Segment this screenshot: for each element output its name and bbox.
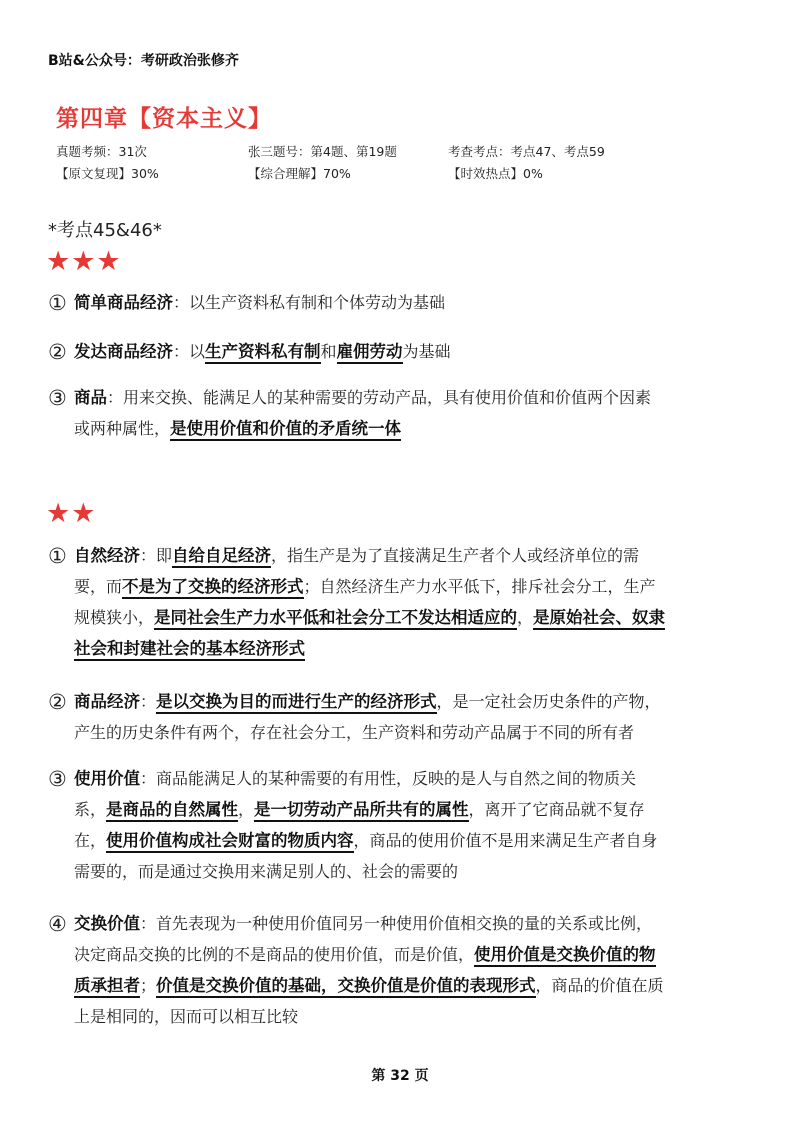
item-number: ② <box>48 690 67 714</box>
item-term: 商品经济 <box>74 692 140 711</box>
star-rating-2: ★★ <box>46 498 97 529</box>
item-number: ① <box>48 291 67 315</box>
item-line: 或两种属性，是使用价值和价值的矛盾统一体 <box>74 414 401 444</box>
item-number: ③ <box>48 386 67 410</box>
key-phrase: 是商品的自然属性 <box>106 800 238 822</box>
item-line: 商品：用来交换、能满足人的某种需要的劳动产品，具有使用价值和价值两个因素 <box>74 388 652 407</box>
page-number: 第 32 页 <box>371 1068 429 1084</box>
item-term: 交换价值 <box>74 914 140 933</box>
kaodian-label: *考点45&46* <box>48 220 162 241</box>
meta-recall: 【原文复现】30% <box>56 166 159 181</box>
key-phrase: 使用价值是交换价值的物 <box>474 945 656 967</box>
item-line <box>74 634 305 664</box>
key-phrase: 价值是交换价值的基础，交换价值是价值的表现形式 <box>156 976 536 998</box>
item-line: 规模狭小，是同社会生产力水平低和社会分工不发达相适应的，是原始社会、奴隶 <box>74 603 665 633</box>
item-term: 自然经济 <box>74 546 140 565</box>
key-phrase: 不是为了交换的经济形式 <box>122 577 304 599</box>
item-line: 交换价值：首先表现为一种使用价值同另一种使用价值相交换的量的关系或比例， <box>74 914 653 933</box>
key-phrase: 社会和封建社会的基本经济形式 <box>74 639 305 661</box>
item-line: 发达商品经济：以生产资料私有制和雇佣劳动为基础 <box>74 337 451 367</box>
item-number: ④ <box>48 912 67 936</box>
key-phrase: 是一切劳动产品所共有的属性 <box>254 800 469 822</box>
meta-hotspot: 【时效热点】0% <box>448 166 543 181</box>
key-phrase: 质承担者 <box>74 976 140 998</box>
meta-points: 考查考点：考点47、考点59 <box>448 144 605 159</box>
key-phrase: 使用价值构成社会财富的物质内容 <box>106 831 354 853</box>
item-line: 产生的历史条件有两个，存在社会分工，生产资料和劳动产品属于不同的所有者 <box>74 723 635 742</box>
item-line: 质承担者；价值是交换价值的基础，交换价值是价值的表现形式，商品的价值在质 <box>74 971 664 1001</box>
key-phrase: 是使用价值和价值的矛盾统一体 <box>170 419 401 441</box>
chapter-title: 第四章【资本主义】 <box>56 106 272 132</box>
item-line: 简单商品经济：以生产资料私有制和个体劳动为基础 <box>74 293 446 312</box>
key-phrase: 是以交换为目的而进行生产的经济形式 <box>156 692 437 714</box>
item-line: 在，使用价值构成社会财富的物质内容，商品的使用价值不是用来满足生产者自身 <box>74 826 658 856</box>
star-rating-3: ★★★ <box>46 246 122 277</box>
meta-comprehension: 【综合理解】70% <box>248 166 351 181</box>
item-line: 使用价值：商品能满足人的某种需要的有用性，反映的是人与自然之间的物质关 <box>74 769 637 788</box>
item-term: 商品 <box>74 388 107 407</box>
item-term: 使用价值 <box>74 769 140 788</box>
meta-question-ids: 张三题号：第4题、第19题 <box>248 144 397 159</box>
item-number: ① <box>48 544 67 568</box>
item-line: 商品经济：是以交换为目的而进行生产的经济形式，是一定社会历史条件的产物， <box>74 687 661 717</box>
item-line: 要，而不是为了交换的经济形式；自然经济生产力水平低下，排斥社会分工，生产 <box>74 572 656 602</box>
item-term: 简单商品经济 <box>74 293 173 312</box>
meta-frequency: 真题考频：31次 <box>56 144 147 159</box>
item-line: 上是相同的，因而可以相互比较 <box>74 1007 299 1026</box>
item-number: ③ <box>48 767 67 791</box>
item-term: 发达商品经济 <box>74 342 173 361</box>
key-phrase: 是同社会生产力水平低和社会分工不发达相适应的 <box>154 608 517 630</box>
item-line: 系，是商品的自然属性，是一切劳动产品所共有的属性，离开了它商品就不复存 <box>74 795 645 825</box>
key-phrase: 雇佣劳动 <box>337 342 403 364</box>
key-phrase: 自给自足经济 <box>172 546 271 568</box>
item-line: 自然经济：即自给自足经济，指生产是为了直接满足生产者个人或经济单位的需 <box>74 541 639 571</box>
item-line: 需要的，而是通过交换用来满足别人的、社会的需要的 <box>74 862 459 881</box>
key-phrase: 生产资料私有制 <box>205 342 321 364</box>
source-header: B站&公众号：考研政治张修齐 <box>48 53 239 69</box>
key-phrase: 是原始社会、奴隶 <box>533 608 665 630</box>
item-line: 决定商品交换的比例的不是商品的使用价值，而是价值，使用价值是交换价值的物 <box>74 940 656 970</box>
item-number: ② <box>48 340 67 364</box>
